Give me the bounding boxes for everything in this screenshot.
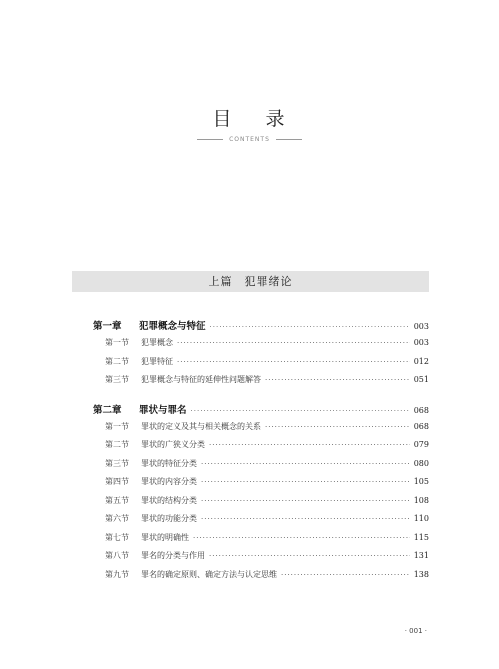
dot-leader	[177, 339, 410, 347]
section-title: 罪名的确定原则、确定方法与认定思维	[141, 569, 277, 579]
toc-section[interactable]	[93, 476, 429, 495]
dot-leader	[209, 552, 410, 560]
dot-leader	[265, 423, 410, 431]
dot-leader	[281, 571, 410, 579]
page-number: 115	[413, 532, 429, 542]
toc-section[interactable]	[93, 550, 429, 569]
toc-section[interactable]	[93, 421, 429, 440]
page-number: 003	[413, 338, 429, 347]
section-number: 第五节	[105, 495, 129, 505]
page-number: 138	[413, 569, 429, 579]
chapter-title: 犯罪概念与特征	[139, 321, 206, 332]
dot-leader	[201, 460, 410, 468]
page-number: 108	[413, 495, 429, 505]
page-subtitle: CONTENTS	[229, 136, 270, 143]
section-title: 罪状的功能分类	[141, 514, 197, 523]
toc-section[interactable]	[93, 458, 429, 477]
section-number: 第三节	[105, 375, 129, 384]
page-number: 131	[413, 551, 429, 560]
dot-leader	[210, 323, 410, 331]
dot-leader	[191, 407, 410, 415]
section-number: 第九节	[105, 569, 129, 579]
section-title: 罪状的明确性	[141, 532, 189, 542]
toc-section[interactable]	[93, 439, 429, 458]
section-title: 罪名的分类与作用	[141, 551, 205, 560]
toc-section[interactable]	[93, 532, 429, 551]
toc-section[interactable]	[93, 374, 429, 393]
section-number: 第四节	[105, 477, 129, 486]
dot-leader	[265, 376, 410, 384]
section-number: 第六节	[105, 514, 129, 523]
section-number: 第三节	[105, 458, 129, 468]
section-title: 罪状的定义及其与相关概念的关系	[141, 421, 261, 431]
section-title: 罪状的广狭义分类	[141, 440, 205, 449]
toc-section[interactable]	[93, 569, 429, 588]
toc-section[interactable]	[93, 356, 429, 375]
subtitle-row	[0, 136, 499, 143]
section-title: 罪状的结构分类	[141, 495, 197, 505]
page-number: 079	[413, 440, 429, 449]
section-number: 第七节	[105, 532, 129, 542]
section-number: 第一节	[105, 338, 129, 347]
dot-leader	[201, 515, 410, 523]
section-number: 第八节	[105, 551, 129, 560]
page-number: 051	[413, 375, 429, 384]
dot-leader	[209, 441, 410, 449]
chapter-number: 第一章	[93, 321, 122, 332]
page-number: 068	[413, 421, 429, 431]
part-banner: 上篇 犯罪绪论	[72, 271, 429, 292]
chapter-number: 第二章	[93, 404, 122, 416]
page-number: 110	[413, 514, 429, 523]
section-number: 第一节	[105, 421, 129, 431]
toc-section[interactable]	[93, 337, 429, 356]
page-folio: · 001 ·	[404, 627, 427, 635]
toc-section[interactable]	[93, 513, 429, 532]
dot-leader	[193, 534, 410, 542]
page-number: 012	[413, 356, 429, 366]
page-number: 068	[413, 405, 429, 415]
page-title: 目 录	[212, 108, 299, 130]
section-title: 罪状的特征分类	[141, 458, 197, 468]
page-number: 105	[413, 477, 429, 486]
toc-chapter[interactable]	[93, 402, 429, 421]
section-title: 罪状的内容分类	[141, 477, 197, 486]
section-number: 第二节	[105, 356, 129, 366]
page-number: 080	[413, 458, 429, 468]
dot-leader	[201, 478, 410, 486]
section-title: 犯罪概念与特征的延伸性问题解答	[141, 375, 261, 384]
toc-chapter[interactable]	[93, 318, 429, 337]
left-rule	[197, 139, 223, 140]
table-of-contents	[93, 316, 429, 587]
right-rule	[276, 139, 302, 140]
section-title: 犯罪特征	[141, 356, 173, 366]
chapter-title: 罪状与罪名	[139, 404, 187, 416]
section-title: 犯罪概念	[141, 338, 173, 347]
dot-leader	[201, 497, 410, 505]
toc-section[interactable]	[93, 495, 429, 514]
section-number: 第二节	[105, 440, 129, 449]
dot-leader	[177, 358, 410, 366]
page-number: 003	[413, 322, 429, 331]
